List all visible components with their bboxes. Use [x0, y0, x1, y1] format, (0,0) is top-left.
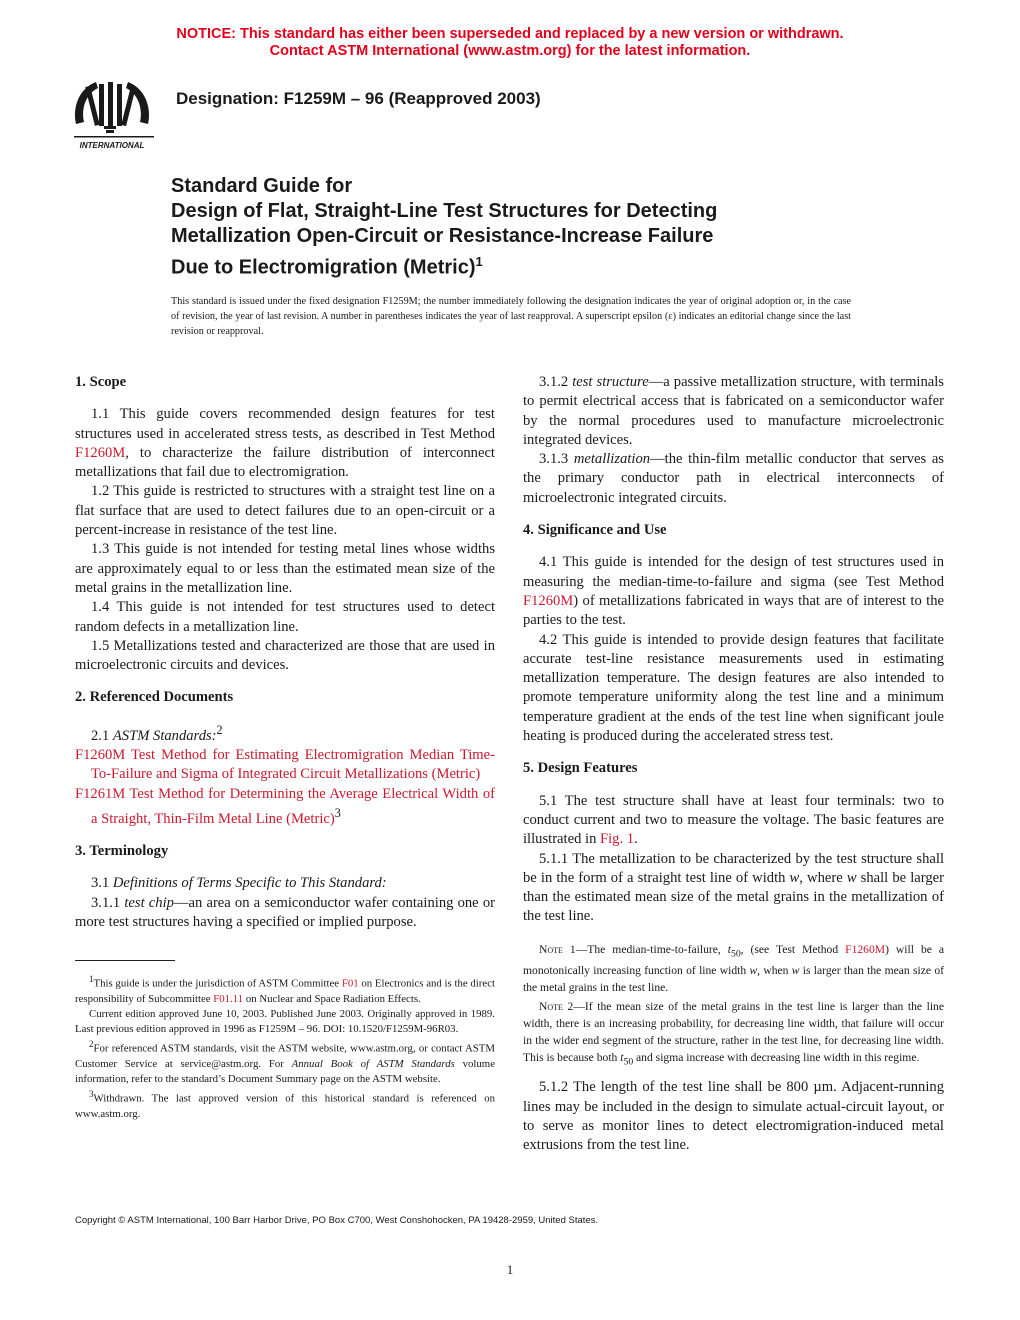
para-3-1: 3.1 Definitions of Terms Specific to This Standard: [91, 875, 387, 892]
para-1-2: 1.2 This guide is restricted to structures with a straight test line on a flat surface that are used to detect failures due to an open-circuit or a percent-increase in resistance of the test line. [75, 483, 495, 539]
para-4-1: 4.1 This guide is intended for the design of test structures used in measuring the median-time-to-failure and sigma (see Test Method F1260M) of metallizations fabricated in ways that are of interest to the parties to the test. [523, 554, 944, 629]
designation: Designation: F1259M – 96 (Reapproved 2003) [176, 89, 541, 108]
astm-logo-icon [62, 72, 162, 152]
notice-banner [0, 26, 1020, 60]
ref-f1261m[interactable]: F1261M Test Method for Determining the Average Electrical Width of a Straight, Thin-Film Metal Line (Metric)$^3$ [75, 785, 495, 827]
title-footnote-mark: 1 [475, 254, 483, 269]
copyright: Copyright © ASTM International, 100 Barr Harbor Drive, PO Box C700, West Conshohocken, PA 19428-2959, United States. [75, 1215, 599, 1226]
section-5-heading: 5. Design Features [523, 760, 638, 777]
footnote-3: $^3$Withdrawn. The last approved version of this historical standard is referenced on www.astm.org. [75, 1088, 495, 1120]
title-line-2: Design of Flat, Straight-Line Test Structures for Detecting [171, 200, 718, 222]
footnote-1-edition: Current edition approved June 10, 2003. Published June 2003. Originally approved in 1989. Last previous edition approved in 1996 as F1259M – 96. DOI: 10.1520/F1259M-96R03. [75, 1007, 495, 1035]
link-f01[interactable]: F01 [341, 977, 359, 990]
link-f1260m[interactable]: F1260M [75, 444, 126, 461]
link-f1260m[interactable]: F1260M [845, 942, 886, 956]
para-1-3: 1.3 This guide is not intended for testing metal lines whose widths are approximately equal to or less than the estimated mean size of the metal grains in the metallization line. [75, 541, 495, 596]
para-3-1-2: 3.1.2 test structure—a passive metallization structure, with terminals to permit electrical access that is fabricated on a semiconductor wafer by the normal procedures used to manufacture microelectronic integrated devices. [523, 374, 944, 448]
footnotes [75, 972, 495, 1122]
notice-line-2: Contact ASTM International (www.astm.org) for the latest information. [269, 43, 751, 59]
para-3-1-1: 3.1.1 test chip—an area on a semiconductor wafer containing one or more test structures having a specified or implied purpose. [75, 894, 495, 930]
para-4-2: 4.2 This guide is intended to provide design features that facilitate accurate test-line resistance measurements used in estimating metallization temperature. The design features are also intended to promote temperature uniformity along the test line and a minimum temperature gradient at the ends of the test line when significant joule heating is produced during the accelerated stress test. [523, 631, 944, 745]
document-title [171, 174, 717, 281]
para-1-4: 1.4 This guide is not intended for test structures used to detect random defects in a metallization line. [75, 599, 495, 635]
para-5-1: 5.1 The test structure shall have at least four terminals: two to conduct current and two to measure the voltage. The basic features are illustrated in Fig. 1. [523, 792, 944, 848]
title-line-1: Standard Guide for [171, 175, 353, 197]
logo-subtext: INTERNATIONAL [79, 141, 145, 150]
note-2: Note 2—If the mean size of the metal grains in the test line is larger than the line width, there is an increasing probability, for decreasing line width, that failure will occur in the wider end segment of the structure, rather in the test line, for decreasing line width. This is because both $t_{50}$ and sigma increase with decreasing line width in this regime. [523, 1000, 944, 1068]
link-fig-1[interactable]: Fig. 1 [600, 831, 635, 848]
title-line-3: Metallization Open-Circuit or Resistance-Increase Failure [171, 225, 714, 247]
footnote-1: $^1$This guide is under the jurisdiction of ASTM Committee F01 on Electronics and is the direct responsibility of Subcommittee F01.11 on Nuclear and Space Radiation Effects. [75, 974, 495, 1005]
section-2-heading: 2. Referenced Documents [75, 689, 234, 706]
page-number: 1 [506, 1262, 514, 1277]
section-3-heading: 3. Terminology [75, 842, 169, 859]
para-3-1-3: 3.1.3 metallization—the thin-film metallic conductor that serves as the primary conductor path in electrical interconnects of microelectronic integrated circuits. [523, 451, 944, 506]
para-1-5: 1.5 Metallizations tested and characterized are those that are used in microelectronic circuits and devices. [75, 637, 495, 674]
right-column [523, 373, 944, 1156]
ref-f1260m[interactable]: F1260M Test Method for Estimating Electromigration Median Time-To-Failure and Sigma of Integrated Circuit Metallizations (Metric) [75, 746, 495, 783]
footnote-divider [75, 960, 175, 961]
notice-line-1: NOTICE: This standard has either been superseded and replaced by a new version or withdrawn. [176, 26, 844, 42]
section-4-heading: 4. Significance and Use [523, 522, 667, 539]
footnote-2: $^2$For referenced ASTM standards, visit the ASTM website, www.astm.org, or contact ASTM Customer Service at service@astm.org. For Annual Book of ASTM Standards volume information, refer to the standard’s Document Summary page on the ASTM website. [75, 1038, 495, 1085]
link-f01-11[interactable]: F01.11 [213, 992, 244, 1005]
note-1: Note 1—The median-time-to-failure, $t_{50}$, (see Test Method F1260M) will be a monotonically increasing function of line width w, when w is larger than the mean size of the metal grains in the test line. [523, 942, 945, 995]
title-line-4: Due to Electromigration (Metric) [171, 256, 476, 279]
link-f1260m[interactable]: F1260M [523, 592, 574, 609]
section-1-heading: 1. Scope [75, 374, 127, 390]
para-2-1: 2.1 ASTM Standards:$^2$ [91, 722, 223, 744]
para-1-1: 1.1 This guide covers recommended design features for test structures used in accelerated stress tests, as described in Test Method F1260M, to characterize the failure distribution of interconnect metallizations that fail due to electromigration. [75, 406, 495, 481]
left-column [75, 373, 495, 932]
para-5-1-1: 5.1.1 The metallization to be characterized by the test structure shall be in the form of a straight test line of width w, where w shall be larger than the estimated mean size of the metal grains in the metallization of the test line. [523, 850, 944, 925]
para-5-1-2: 5.1.2 The length of the test line shall be 800 µm. Adjacent-running lines may be included in the design to simulate actual-circuit layout, or to serve as monitor lines to detect electromigration-induced metal extrusions from the test line. [523, 1079, 944, 1154]
issuance-statement: This standard is issued under the fixed designation F1259M; the number immediately following the designation indicates the year of original adoption or, in the case of revision, the year of last revision. A number in parentheses indicates the year of last reapproval. A superscript epsilon (ε) indicates an editorial change since the last revision or reapproval. [171, 296, 851, 337]
astm-logo [62, 72, 162, 152]
